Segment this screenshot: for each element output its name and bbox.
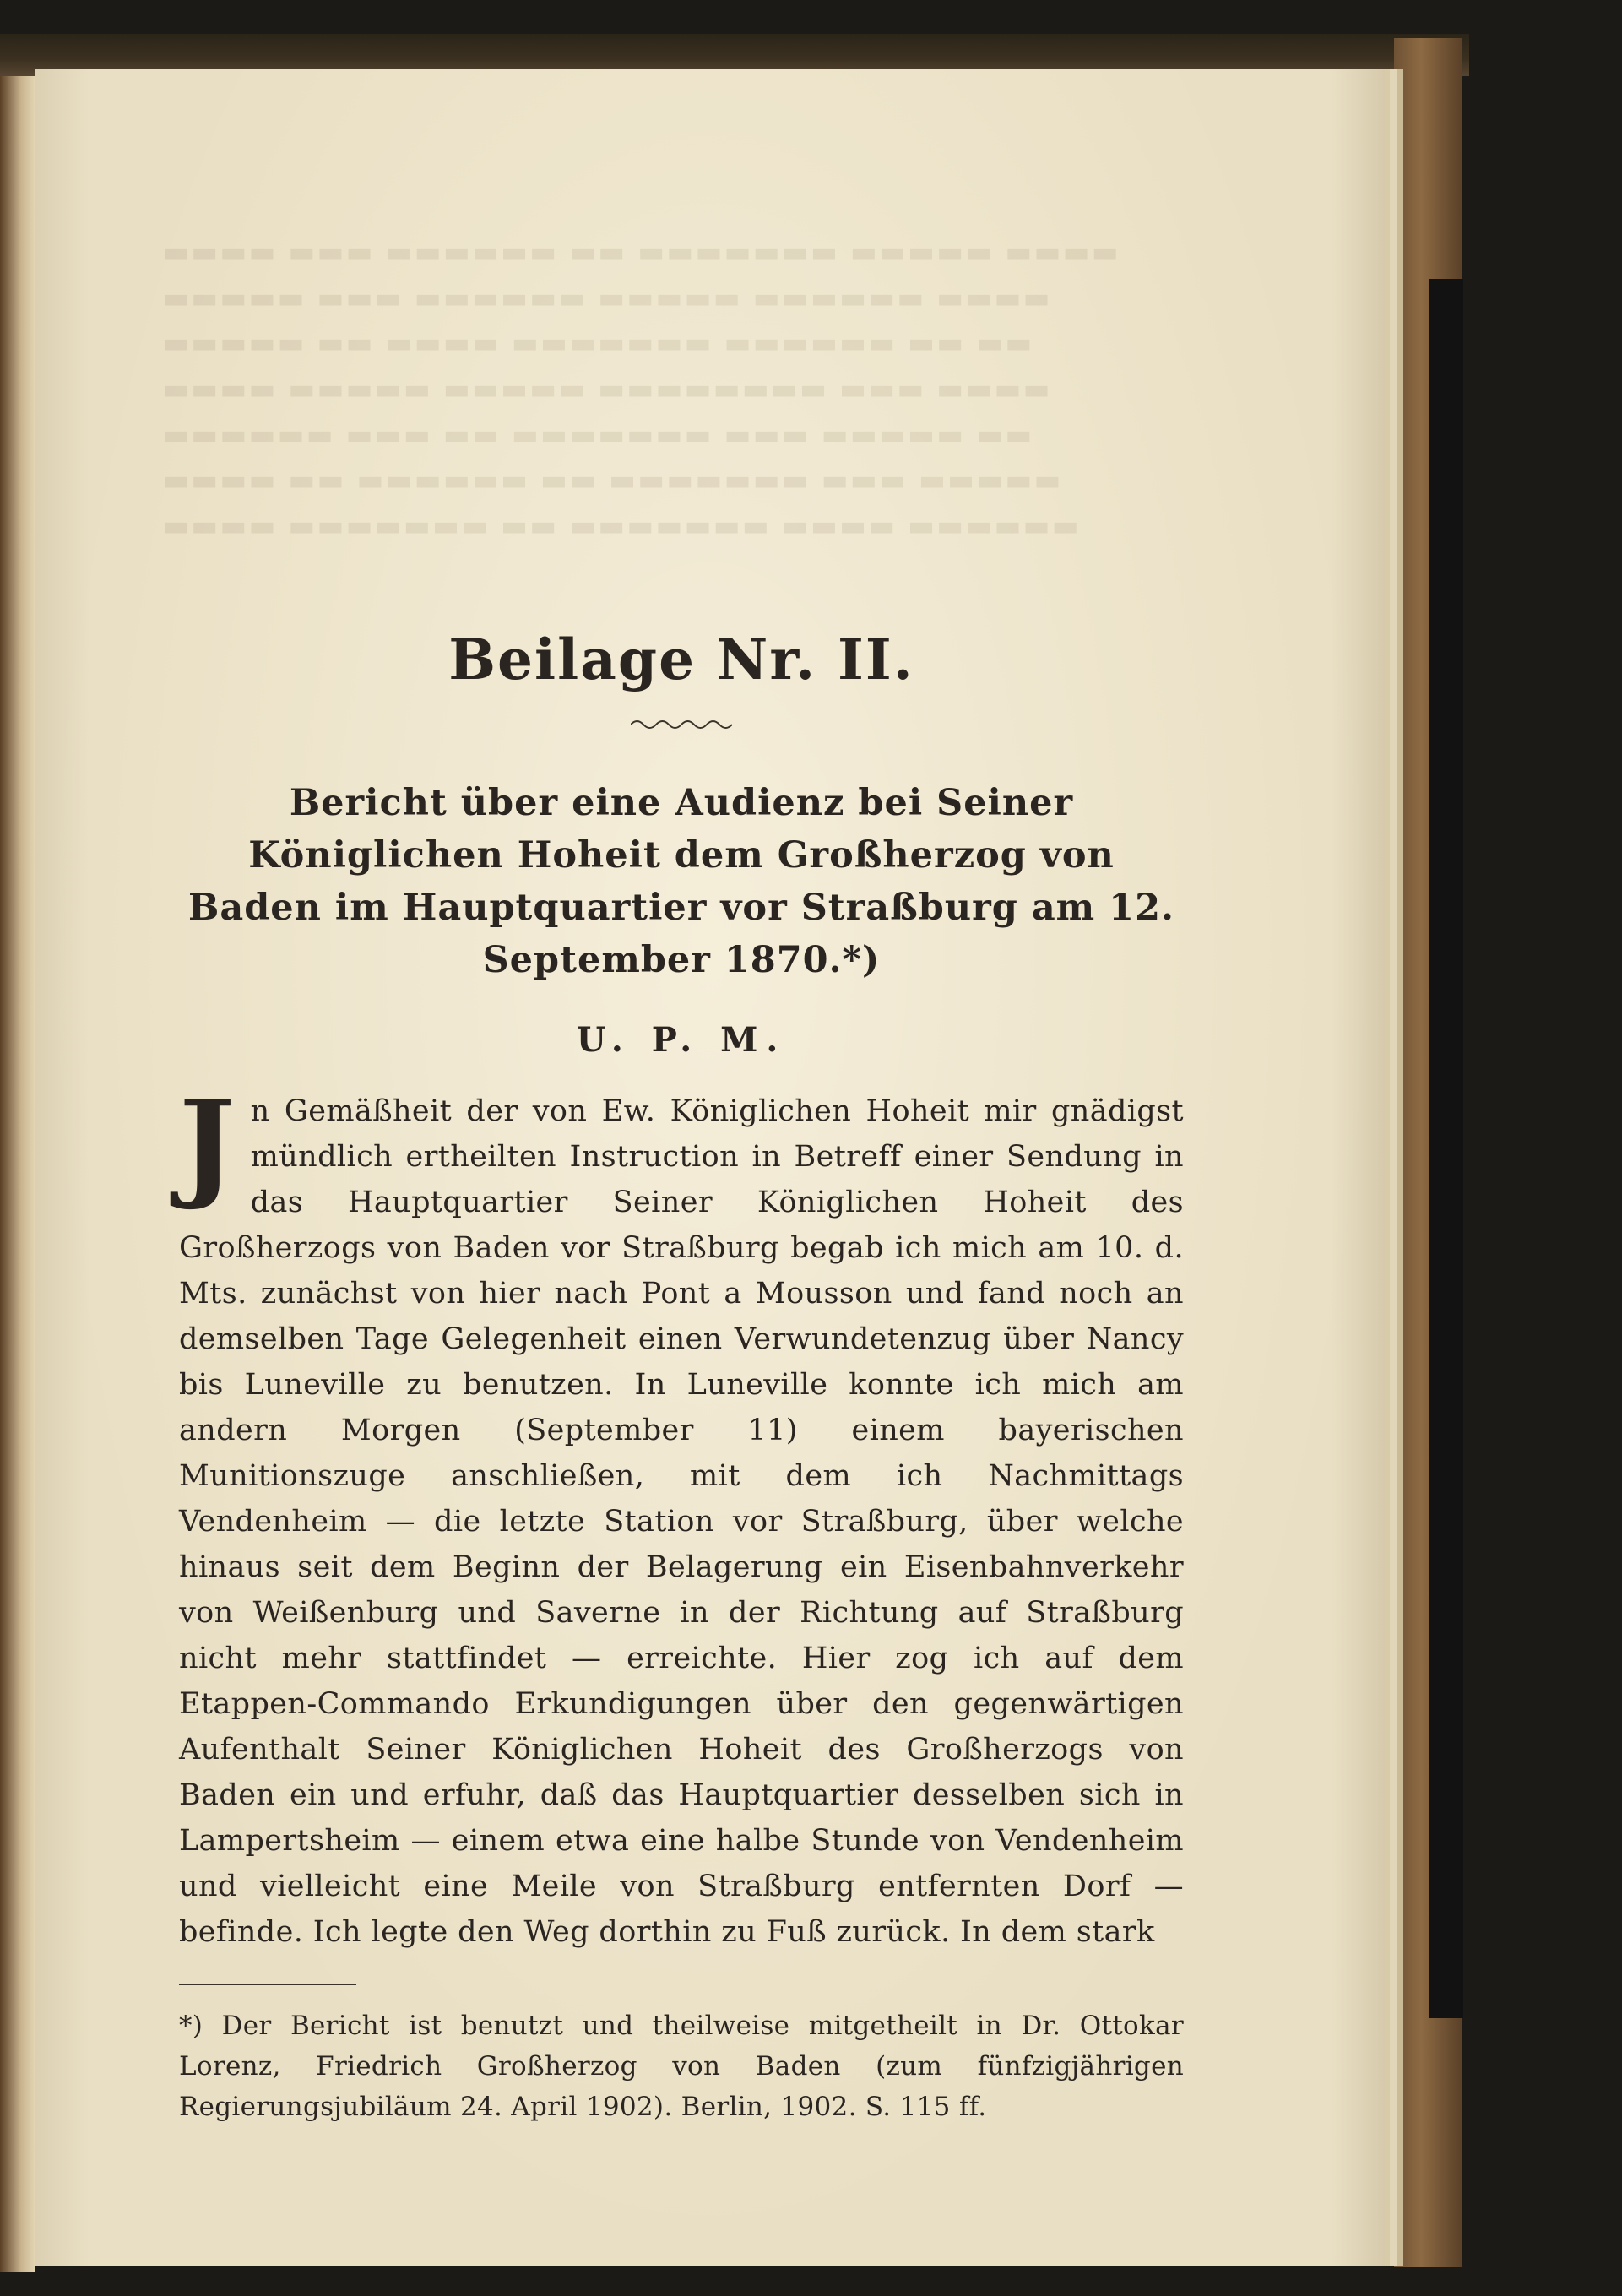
- appendix-title: Beilage Nr. II.: [448, 627, 914, 692]
- show-through-text: ▬▬▬▬ ▬▬▬ ▬▬▬▬▬▬ ▬▬ ▬▬▬▬▬▬▬ ▬▬▬▬▬ ▬▬▬▬ ▬▬▬▬▬ ▬▬▬ ▬▬▬▬▬▬ ▬▬▬▬▬ ▬▬▬▬▬▬ ▬▬▬▬ ▬▬▬▬▬ ▬▬ ▬▬▬▬ ▬▬▬▬▬▬▬ ▬▬▬▬▬▬ ▬▬ ▬▬ ▬▬▬▬ ▬▬▬▬▬ ▬▬▬▬▬ ▬▬▬▬▬▬▬▬ ▬▬▬ ▬▬▬▬ ▬▬▬▬▬▬ ▬▬▬ ▬▬ ▬▬▬▬▬▬▬ ▬▬▬ ▬▬▬▬▬ ▬▬ ▬▬▬▬ ▬▬ ▬▬▬▬▬▬ ▬▬ ▬▬▬▬▬▬▬ ▬▬▬ ▬▬▬▬▬ ▬▬▬▬ ▬▬▬▬▬▬▬ ▬▬ ▬▬▬▬▬▬▬ ▬▬▬▬ ▬▬▬▬▬▬: [162, 236, 1120, 543]
- sender-initials: U. P. M.: [576, 1020, 787, 1060]
- footnote: *) Der Bericht ist benutzt und theilweise mitgetheilt in Dr. Ottokar Lorenz, Friedrich Großherzog von Baden (zum fünfzigjährigen Regierungsjubiläum 24. April 1902). Berlin, 1902. S. 115 ff.: [179, 2011, 1184, 2122]
- ornament-divider: [179, 718, 1184, 735]
- book-spine-strip: [1429, 279, 1463, 2018]
- page-content: [179, 627, 1184, 2127]
- report-body: [179, 1075, 1184, 1955]
- footnote-separator: [179, 1984, 356, 1985]
- previous-page-edge: [0, 59, 35, 2272]
- report-body-text: n Gemäßheit der von Ew. Königlichen Hoheit mir gnädigst mündlich ertheilten Instruction in Betreff einer Sendung in das Hauptquartier Seiner Königlichen Hoheit des Großherzogs von Baden vor Straßburg begab ich mich am 10. d. Mts. zunächst von hier nach Pont a Mousson und fand noch an demselben Tage Gelegenheit einen Verwundetenzug über Nancy bis Luneville zu benutzen. In Luneville konnte ich mich am andern Morgen (September 11) einem bayerischen Munitionszuge anschließen, mit dem ich Nachmittags Vendenheim — die letzte Station vor Straßburg, über welche hinaus seit dem Beginn der Belagerung ein Eisenbahnverkehr von Weißenburg und Saverne in der Richtung auf Straßburg nicht mehr stattfindet — erreichte. Hier zog ich auf dem Etappen-Commando Erkundigungen über den gegenwärtigen Aufenthalt Seiner Königlichen Hoheit des Großherzogs von Baden ein und erfuhr, daß das Hauptquartier desselben sich in Lampertsheim — einem etwa eine halbe Stunde von Vendenheim und vielleicht eine Meile von Straßburg entfernten Dorf — befinde. Ich legte den Weg dorthin zu Fuß zurück. In dem stark: [179, 1094, 1184, 1949]
- book-page: [35, 69, 1385, 2266]
- report-subtitle: Bericht über eine Audienz bei Seiner Königlichen Hoheit dem Großherzog von Baden im Hauptquartier vor Straßburg am 12. September 1870.*): [188, 782, 1174, 981]
- drop-cap-initial: J: [179, 1075, 236, 1213]
